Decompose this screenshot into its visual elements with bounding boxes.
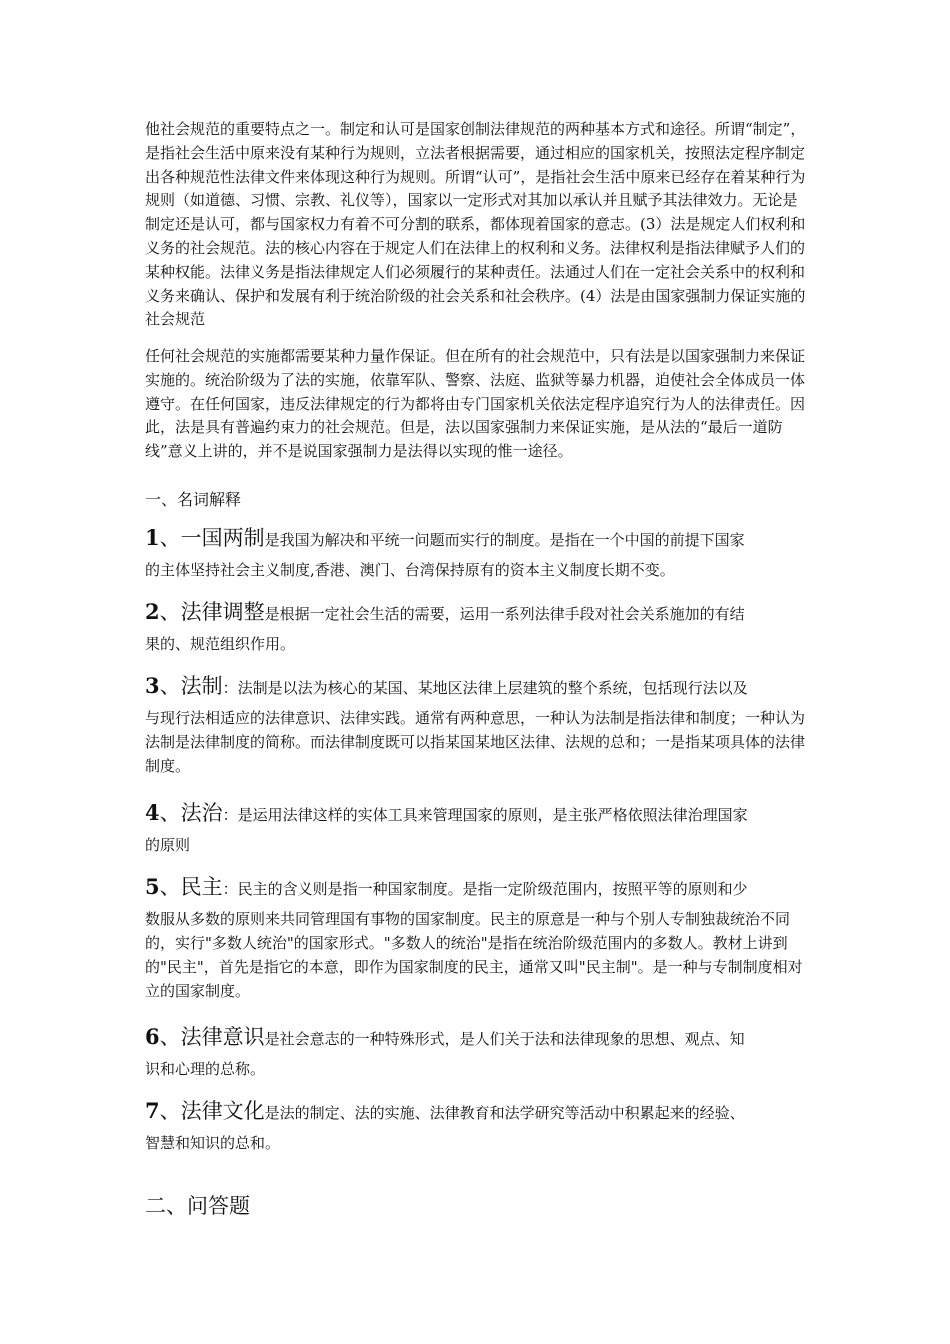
term-definition-start: 是社会意志的一种特殊形式，是人们关于法和法律现象的思想、观点、知 [264, 1030, 745, 1048]
term-definition-rest: 的主体坚持社会主义制度,香港、澳门、台湾保持原有的资本主义制度长期不变。 [145, 561, 675, 579]
term-entry-7: 7、法律文化是法的制定、法的实施、法律教育和法学研究等活动中积累起来的经验、 智慧和知识的总和。 [145, 1093, 811, 1155]
term-definition-rest: 的原则 [145, 836, 191, 854]
term-entry-1: 1、一国两制是我国为解决和平统一问题而实行的制度。是指在一个中国的前提下国家 的主体坚持社会主义制度,香港、澳门、台湾保持原有的资本主义制度长期不变。 [145, 520, 811, 582]
term-definition-start: 是法的制定、法的实施、法律教育和法学研究等活动中积累起来的经验、 [264, 1104, 745, 1122]
term-title: 民主 [180, 875, 223, 899]
term-title: 法律文化 [180, 1099, 265, 1123]
term-title: 法制 [180, 674, 223, 698]
term-title: 法律调整 [180, 600, 265, 624]
term-definition-rest: 识和心理的总称。 [145, 1060, 266, 1078]
term-number: 2 [145, 599, 160, 624]
section-title-terms: 一、名词解释 [145, 490, 242, 509]
term-title: 法律意识 [180, 1025, 265, 1049]
term-number: 1 [145, 525, 160, 550]
term-definition-start: ：民主的含义则是指一种国家制度。是指一定阶级范围内，按照平等的原则和少 [222, 880, 748, 898]
term-entry-2: 2、法律调整是根据一定社会生活的需要，运用一系列法律手段对社会关系施加的有结 果的、规范组织作用。 [145, 594, 811, 656]
intro-paragraph-2: 任何社会规范的实施都需要某种力量作保证。但在所有的社会规范中，只有法是以国家强制力来保证实施的。统治阶级为了法的实施，依靠军队、警察、法庭、监狱等暴力机器，迫使社会全体成员一体遵守。在任何国家，违反法律规定的行为都将由专门国家机关依法定程序追究行为人的法律责任。因此，法是具有普遍约束力的社会规范。但是，法以国家强制力来保证实施，是从法的“最后一道防线”意义上讲的，并不是说国家强制力是法得以实现的惟一途径。 [145, 347, 806, 461]
term-title: 法治 [180, 801, 223, 825]
term-entry-5: 5、民主：民主的含义则是指一种国家制度。是指一定阶级范围内，按照平等的原则和少 数服从多数的原则来共同管理国有事物的国家制度。民主的原意是一种与个别人专制独裁统治不同的，实行"多数人统治"的国家形式。"多数人的统治"是指在统治阶级范围内的多数人。教材上讲到的"民主"，首先是指它的本意，即作为国家制度的民主，通常又叫"民主制"。是一种与专制制度相对立的国家制度。 [145, 869, 811, 1003]
term-definition-start: 是我国为解决和平统一问题而实行的制度。是指在一个中国的前提下国家 [264, 531, 745, 549]
term-definition-rest: 果的、规范组织作用。 [145, 635, 296, 653]
term-definition-rest: 与现行法相适应的法律意识、法律实践。通常有两种意思，一种认为法制是指法律和制度；一种认为法制是法律制度的简称。而法律制度既可以指某国某地区法律、法规的总和；一是指某项具体的法律制度。 [145, 709, 806, 775]
term-number: 6 [145, 1024, 160, 1049]
term-number: 7 [145, 1098, 160, 1123]
section-title-questions: 二、问答题 [145, 1194, 250, 1218]
term-definition-start: ：法制是以法为核心的某国、某地区法律上层建筑的整个系统，包括现行法以及 [222, 679, 748, 697]
term-entry-4: 4、法治：是运用法律这样的实体工具来管理国家的原则，是主张严格依照法律治理国家 的原则 [145, 795, 811, 857]
term-number: 3 [145, 673, 160, 698]
intro-paragraph-1: 他社会规范的重要特点之一。制定和认可是国家创制法律规范的两种基本方式和途径。所谓“制定”，是指社会生活中原来没有某种行为规则，立法者根据需要，通过相应的国家机关，按照法定程序制定出各种规范性法律文件来体现这种行为规则。所谓“认可”，是指社会生活中原来已经存在着某种行为规则（如道德、习惯、宗教、礼仪等），国家以一定形式对其加以承认并且赋予其法律效力。无论是制定还是认可，都与国家权力有着不可分割的联系，都体现着国家的意志。(3）法是规定人们权利和义务的社会规范。法的核心内容在于规定人们在法律上的权利和义务。法律权利是指法律赋予人们的某种权能。法律义务是指法律规定人们必须履行的某种责任。法通过人们在一定社会关系中的权利和义务来确认、保护和发展有利于统治阶级的社会关系和社会秩序。(4）法是由国家强制力保证实施的社会规范 [145, 120, 806, 329]
term-definition-start: 是根据一定社会生活的需要，运用一系列法律手段对社会关系施加的有结 [264, 605, 745, 623]
term-number: 4 [145, 800, 160, 825]
term-number: 5 [145, 874, 160, 899]
term-entry-6: 6、法律意识是社会意志的一种特殊形式，是人们关于法和法律现象的思想、观点、知 识和心理的总称。 [145, 1019, 811, 1081]
term-definition-rest: 智慧和知识的总和。 [145, 1134, 281, 1152]
term-title: 一国两制 [180, 526, 265, 550]
term-entry-3: 3、法制：法制是以法为核心的某国、某地区法律上层建筑的整个系统，包括现行法以及 与现行法相适应的法律意识、法律实践。通常有两种意思，一种认为法制是指法律和制度；一种认为法制是法律制度的简称。而法律制度既可以指某国某地区法律、法规的总和；一是指某项具体的法律制度。 [145, 668, 811, 778]
term-definition-rest: 数服从多数的原则来共同管理国有事物的国家制度。民主的原意是一种与个别人专制独裁统治不同的，实行"多数人统治"的国家形式。"多数人的统治"是指在统治阶级范围内的多数人。教材上讲到的"民主"，首先是指它的本意，即作为国家制度的民主，通常又叫"民主制"。是一种与专制制度相对立的国家制度。 [145, 910, 803, 1000]
term-definition-start: ：是运用法律这样的实体工具来管理国家的原则，是主张严格依照法律治理国家 [222, 806, 748, 824]
